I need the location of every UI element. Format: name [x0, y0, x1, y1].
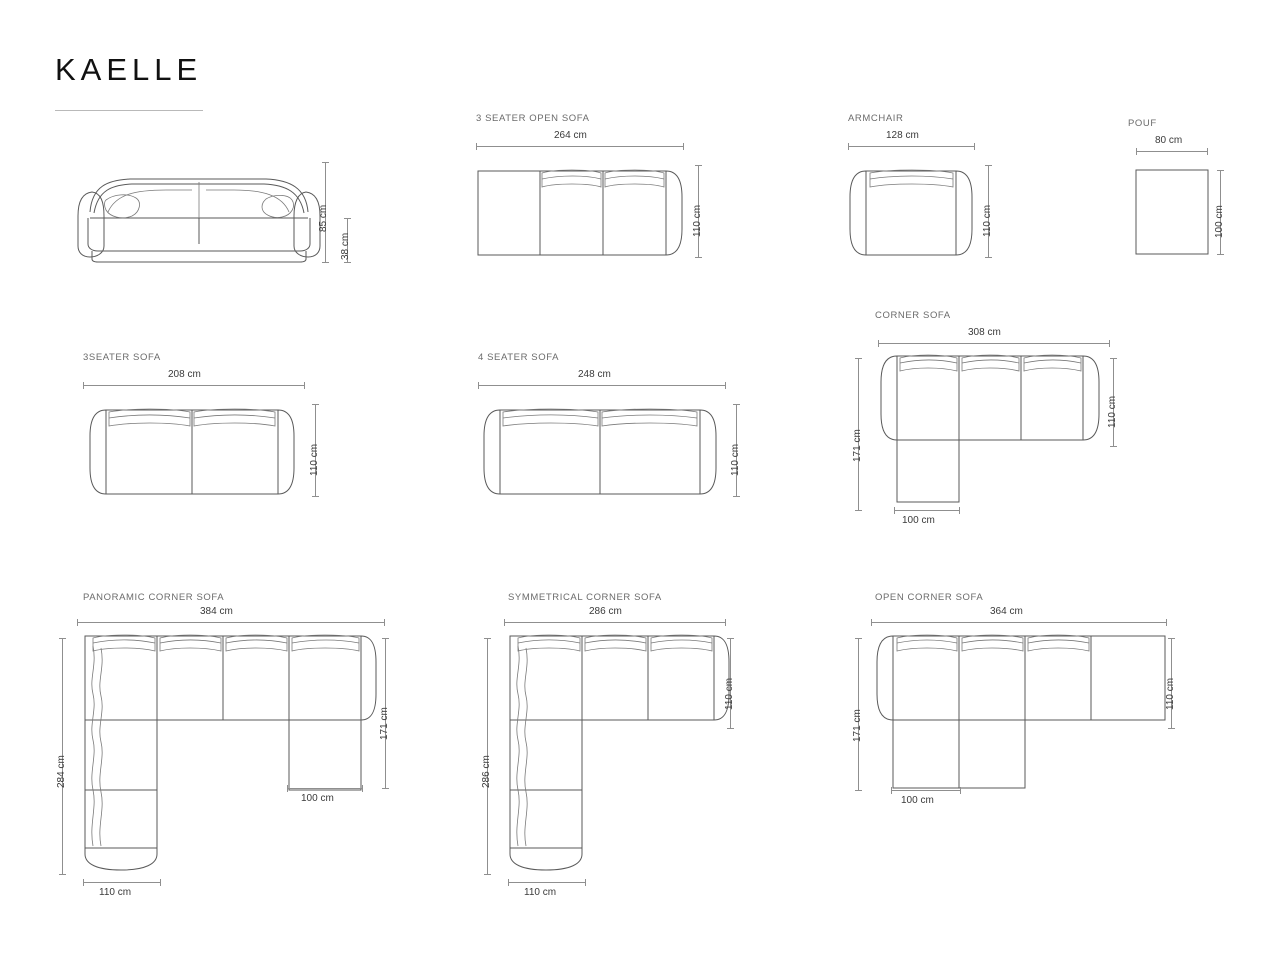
- scs-dim-110b-line: [508, 882, 586, 883]
- pouf-dim-80-line: [1136, 151, 1208, 152]
- dim-110-label: 110 cm: [692, 204, 703, 237]
- pcs-dim-100-line: [287, 788, 363, 789]
- drawing-3seater-sofa: [88, 396, 298, 501]
- pcs-dim-384-tick-right: [384, 619, 385, 626]
- pcs-dim-171-tick-top: [382, 638, 389, 639]
- dim-110-tick-bottom: [695, 257, 702, 258]
- armchair-dim-110-label: 110 cm: [982, 204, 993, 237]
- ocs-dim-100-tick-left: [891, 787, 892, 794]
- hero-sofa-drawing: [70, 160, 351, 270]
- s3-dim-110-label: 110 cm: [309, 443, 320, 476]
- s4-dim-248-tick-right: [725, 382, 726, 389]
- armchair-dim-128-tick-right: [974, 143, 975, 150]
- title-divider: [55, 110, 203, 111]
- armchair-dim-110-tick-bottom: [985, 257, 992, 258]
- s3-dim-208-tick-right: [304, 382, 305, 389]
- pcs-dim-384-label: 384 cm: [200, 606, 233, 617]
- hero-dim-85-label: 85 cm: [318, 204, 329, 232]
- dim-264-tick-left: [476, 143, 477, 150]
- scs-dim-286v-tick-top: [484, 638, 491, 639]
- cs-dim-308-tick-left: [878, 340, 879, 347]
- pcs-dim-171-label: 171 cm: [379, 707, 390, 740]
- item-title-armchair: ARMCHAIR: [848, 113, 904, 124]
- pouf-dim-100-label: 100 cm: [1214, 205, 1225, 238]
- cs-dim-308-tick-right: [1109, 340, 1110, 347]
- pcs-dim-110-line: [83, 882, 161, 883]
- item-title-3seater-sofa: 3SEATER SOFA: [83, 352, 161, 363]
- pcs-dim-100-tick-right: [362, 785, 363, 792]
- cs-dim-100-line: [894, 510, 960, 511]
- cs-dim-100-tick-left: [894, 507, 895, 514]
- scs-dim-286v-label: 286 cm: [481, 755, 492, 788]
- armchair-dim-128-label: 128 cm: [886, 130, 919, 141]
- ocs-dim-110-label: 110 cm: [1165, 677, 1176, 710]
- s4-dim-110-label: 110 cm: [730, 443, 741, 476]
- s3-dim-110-tick-top: [312, 404, 319, 405]
- scs-dim-110-tick-top: [727, 638, 734, 639]
- s4-dim-248-line: [478, 385, 726, 386]
- scs-dim-286-tick-left: [504, 619, 505, 626]
- pcs-dim-384-line: [77, 622, 385, 623]
- s4-dim-110-tick-top: [733, 404, 740, 405]
- cs-dim-308-line: [878, 343, 1110, 344]
- cs-dim-171-label: 171 cm: [852, 429, 863, 462]
- s3-dim-208-line: [83, 385, 305, 386]
- ocs-dim-171-label: 171 cm: [852, 709, 863, 742]
- hero-sofa-svg: [70, 160, 330, 270]
- s3-dim-110-tick-bottom: [312, 496, 319, 497]
- item-title-4-seater-sofa: 4 SEATER SOFA: [478, 352, 560, 363]
- scs-dim-110b-tick-right: [585, 879, 586, 886]
- dim-264-tick-right: [683, 143, 684, 150]
- hero-dim-38-tick-top: [344, 218, 351, 219]
- hero-dim-85-tick-top: [322, 162, 329, 163]
- pcs-dim-100-tick-left: [287, 785, 288, 792]
- drawing-symmetrical-corner-sofa: [508, 632, 730, 882]
- item-title-open-corner-sofa: OPEN CORNER SOFA: [875, 592, 984, 603]
- pcs-dim-171-tick-bottom: [382, 788, 389, 789]
- cs-dim-308-label: 308 cm: [968, 327, 1001, 338]
- cs-dim-171-tick-top: [855, 358, 862, 359]
- s4-dim-110-tick-bottom: [733, 496, 740, 497]
- armchair-dim-110-tick-top: [985, 165, 992, 166]
- drawing-3-seater-open-sofa: [476, 157, 688, 262]
- cs-dim-100-label: 100 cm: [902, 515, 935, 526]
- pouf-dim-80-tick-left: [1136, 148, 1137, 155]
- pcs-dim-110-tick-left: [83, 879, 84, 886]
- ocs-dim-364-label: 364 cm: [990, 606, 1023, 617]
- pouf-dim-100-tick-top: [1217, 170, 1224, 171]
- item-title-3-seater-open-sofa: 3 SEATER OPEN SOFA: [476, 113, 590, 124]
- drawing-pouf: [1128, 162, 1218, 262]
- ocs-dim-110-tick-top: [1168, 638, 1175, 639]
- drawing-open-corner-sofa: [875, 632, 1171, 842]
- ocs-dim-364-tick-right: [1166, 619, 1167, 626]
- scs-dim-110-tick-bottom: [727, 728, 734, 729]
- pouf-dim-80-tick-right: [1207, 148, 1208, 155]
- s4-dim-248-tick-left: [478, 382, 479, 389]
- item-title-pouf: POUF: [1128, 118, 1157, 129]
- hero-dim-38-tick-bottom: [344, 262, 351, 263]
- armchair-dim-128-line: [848, 146, 975, 147]
- item-title-panoramic-corner-sofa: PANORAMIC CORNER SOFA: [83, 592, 225, 603]
- drawing-armchair: [848, 157, 978, 262]
- s3-dim-208-label: 208 cm: [168, 369, 201, 380]
- cs-dim-110-tick-bottom: [1110, 446, 1117, 447]
- dim-110-tick-top: [695, 165, 702, 166]
- cs-dim-110-label: 110 cm: [1107, 395, 1118, 428]
- drawing-4-seater-sofa: [482, 396, 720, 501]
- page-title: KAELLE: [55, 52, 203, 87]
- s4-dim-248-label: 248 cm: [578, 369, 611, 380]
- cs-dim-100-tick-right: [959, 507, 960, 514]
- item-title-corner-sofa: CORNER SOFA: [875, 310, 951, 321]
- cs-dim-110-tick-top: [1110, 358, 1117, 359]
- scs-dim-110-label: 110 cm: [724, 677, 735, 710]
- armchair-dim-128-tick-left: [848, 143, 849, 150]
- pcs-dim-100-label: 100 cm: [301, 793, 334, 804]
- dim-264-label: 264 cm: [554, 130, 587, 141]
- scs-dim-286v-tick-bottom: [484, 874, 491, 875]
- pcs-dim-284-tick-bottom: [59, 874, 66, 875]
- ocs-dim-100-line: [891, 790, 961, 791]
- ocs-dim-364-tick-left: [871, 619, 872, 626]
- ocs-dim-100-label: 100 cm: [901, 795, 934, 806]
- ocs-dim-171-tick-top: [855, 638, 862, 639]
- pcs-dim-110-label: 110 cm: [99, 887, 132, 898]
- pcs-dim-110-tick-right: [160, 879, 161, 886]
- ocs-dim-100-tick-right: [960, 787, 961, 794]
- scs-dim-110b-tick-left: [508, 879, 509, 886]
- ocs-dim-364-line: [871, 622, 1167, 623]
- scs-dim-110b-label: 110 cm: [524, 887, 557, 898]
- scs-dim-286-tick-right: [725, 619, 726, 626]
- item-title-symmetrical-corner-sofa: SYMMETRICAL CORNER SOFA: [508, 592, 662, 603]
- pcs-dim-384-tick-left: [77, 619, 78, 626]
- drawing-panoramic-corner-sofa: [83, 632, 383, 882]
- pouf-dim-80-label: 80 cm: [1155, 135, 1183, 146]
- drawing-corner-sofa: [875, 352, 1115, 527]
- ocs-dim-171-tick-bottom: [855, 790, 862, 791]
- scs-dim-286-line: [504, 622, 726, 623]
- pcs-dim-284-tick-top: [59, 638, 66, 639]
- cs-dim-171-tick-bottom: [855, 510, 862, 511]
- pcs-dim-284-label: 284 cm: [56, 755, 67, 788]
- hero-dim-85-tick-bottom: [322, 262, 329, 263]
- s3-dim-208-tick-left: [83, 382, 84, 389]
- scs-dim-286-label: 286 cm: [589, 606, 622, 617]
- ocs-dim-110-tick-bottom: [1168, 728, 1175, 729]
- hero-dim-38-label: 38 cm: [340, 232, 351, 260]
- pouf-dim-100-tick-bottom: [1217, 254, 1224, 255]
- dim-264-line: [476, 146, 684, 147]
